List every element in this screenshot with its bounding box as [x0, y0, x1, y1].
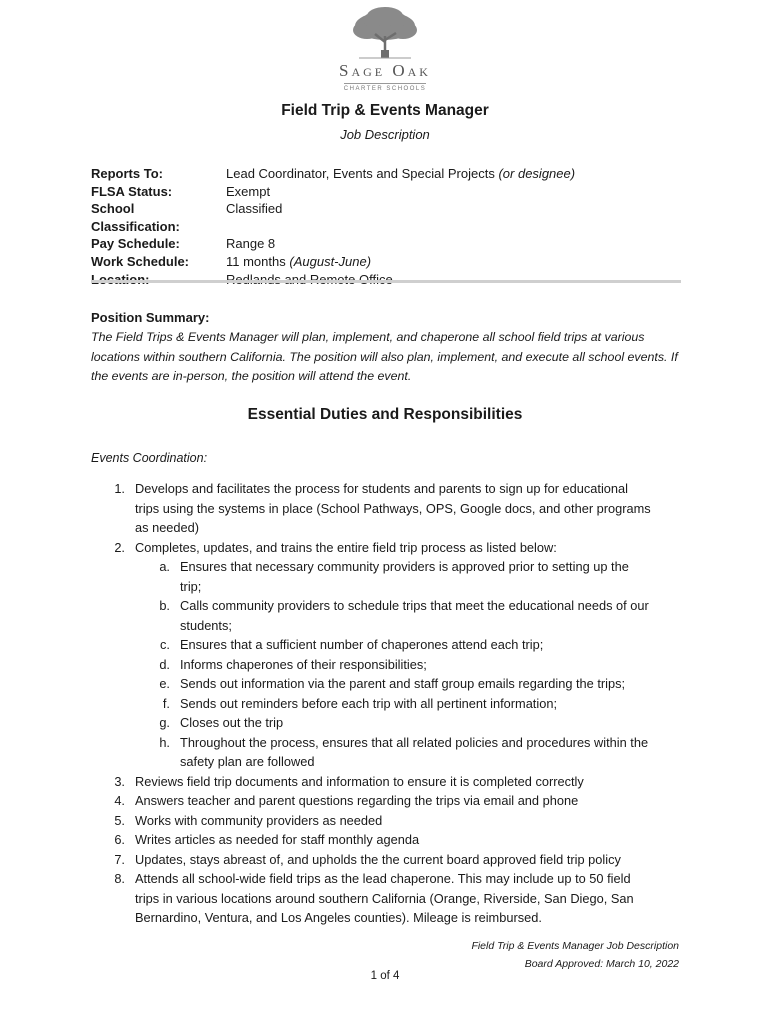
info-value-note: (or designee): [498, 166, 576, 181]
info-row: [91, 165, 575, 183]
list-text: Updates, stays abreast of, and upholds the the current board approved field trip policy: [135, 851, 621, 867]
list-text: Develops and facilitates the process for students and parents to sign up for educational trips using the systems in place (School Pathways, OPS, Google docs, and other programs as needed): [135, 481, 651, 535]
list-number: 2.: [114, 539, 125, 555]
info-value-text: Lead Coordinator, Events and Special Projects: [226, 166, 495, 181]
list-number: 7.: [114, 851, 125, 867]
page-number: 1 of 4: [370, 970, 400, 982]
sub-list-text: Sends out information via the parent and staff group emails regarding the trips;: [180, 676, 626, 691]
list-number: 4.: [114, 793, 125, 808]
list-text: Works with community providers as needed: [135, 812, 383, 828]
info-row: [91, 183, 575, 201]
sub-list-text: Throughout the process, ensures that all related policies and procedures within the safety plan are followed: [180, 734, 649, 769]
list-text: Writes articles as needed for staff monthly agenda: [135, 832, 420, 847]
info-row: [91, 235, 575, 253]
page-title: Field Trip & Events Manager: [281, 102, 489, 119]
sub-list-text: Informs chaperones of their responsibilities;: [180, 656, 427, 672]
page-subtitle: Job Description: [340, 127, 430, 142]
logo-name: Sage Oak: [339, 61, 431, 80]
list-number: 6.: [114, 832, 125, 847]
list-text: Attends all school-wide field trips as the lead chaperone. This may include up to 50 field trips in various locations around southern California (Orange, Riverside, San Diego, San Bernardino, Ventura, and Los Angeles counties). Mileage is reimbursed.: [135, 871, 634, 925]
list-number: 3.: [114, 773, 125, 789]
sub-list-letter: c.: [160, 637, 170, 652]
sub-list-letter: g.: [159, 715, 170, 730]
list-item: [91, 479, 651, 538]
list-text: Completes, updates, and trains the entire field trip process as listed below:: [135, 539, 557, 555]
sub-list-item: [91, 674, 651, 694]
sub-list-item: [91, 694, 651, 714]
sub-list-letter: a.: [159, 559, 170, 574]
job-info-table: [91, 165, 575, 288]
logo-subtitle: CHARTER SCHOOLS: [344, 83, 426, 92]
list-text: Answers teacher and parent questions regarding the trips via email and phone: [135, 793, 579, 808]
info-value: [226, 165, 575, 183]
duties-subheading: Events Coordination:: [91, 451, 208, 465]
sub-list-item: [91, 655, 651, 675]
section-divider: [91, 280, 681, 283]
sub-list-text: Calls community providers to schedule trips that meet the educational needs of our students;: [180, 598, 649, 633]
info-value-note: (August-June): [289, 253, 372, 269]
list-item: [91, 869, 651, 928]
footer-document-title: Field Trip & Events Manager Job Description: [471, 940, 679, 952]
info-value: [226, 253, 371, 271]
sub-list-letter: e.: [159, 676, 170, 691]
footer-approval-date: Board Approved: March 10, 2022: [524, 957, 679, 970]
page-footer: [471, 938, 679, 973]
info-key: Reports To:: [91, 166, 163, 181]
info-value: Exempt: [226, 183, 271, 199]
summary-text: The Field Trips & Events Manager will plan, implement, and chaperone all school field trips at various locations within southern California. The position will also plan, implement, and execute all school events. If the events are in-person, the position will attend the event.: [91, 330, 678, 383]
sub-list-text: Closes out the trip: [180, 715, 284, 730]
list-item: [91, 538, 651, 558]
list-item: [91, 791, 651, 811]
info-value-text: 11 months: [226, 253, 286, 269]
sub-list-item: [91, 733, 651, 772]
info-value: Range 8: [226, 236, 276, 252]
list-item: [91, 850, 651, 870]
info-key: Pay Schedule:: [91, 236, 180, 252]
sub-list-letter: d.: [159, 656, 170, 672]
school-logo: [0, 6, 770, 92]
list-item: [91, 830, 651, 850]
sub-list-text: Ensures that a sufficient number of chaperones attend each trip;: [180, 637, 544, 652]
info-value: Classified: [226, 201, 283, 217]
info-key: FLSA Status:: [91, 183, 173, 199]
list-number: 8.: [114, 871, 125, 886]
duties-heading: Essential Duties and Responsibilities: [247, 406, 523, 423]
sub-list-item: [91, 635, 651, 655]
duties-list: [91, 479, 651, 928]
sub-list-item: [91, 713, 651, 733]
list-number: 5.: [114, 812, 125, 828]
sub-list-item: [91, 557, 651, 596]
oak-tree-icon: [345, 6, 425, 60]
sub-list-text: Sends out reminders before each trip with all pertinent information;: [180, 695, 557, 711]
info-row: [91, 200, 575, 235]
sub-list-item: [91, 596, 651, 635]
info-key: School Classification:: [91, 201, 180, 234]
sub-list-text: Ensures that necessary community providers is approved prior to setting up the trip;: [180, 559, 629, 594]
list-number: 1.: [114, 481, 125, 496]
list-text: Reviews field trip documents and information to ensure it is completed correctly: [135, 773, 584, 789]
sub-list-letter: b.: [159, 598, 170, 613]
info-key: Work Schedule:: [91, 253, 190, 269]
info-row: [91, 253, 575, 271]
sub-list-letter: f.: [162, 695, 170, 711]
list-item: [91, 811, 651, 831]
summary-heading: Position Summary:: [91, 310, 210, 325]
sub-list-letter: h.: [159, 734, 170, 750]
list-item: [91, 772, 651, 792]
